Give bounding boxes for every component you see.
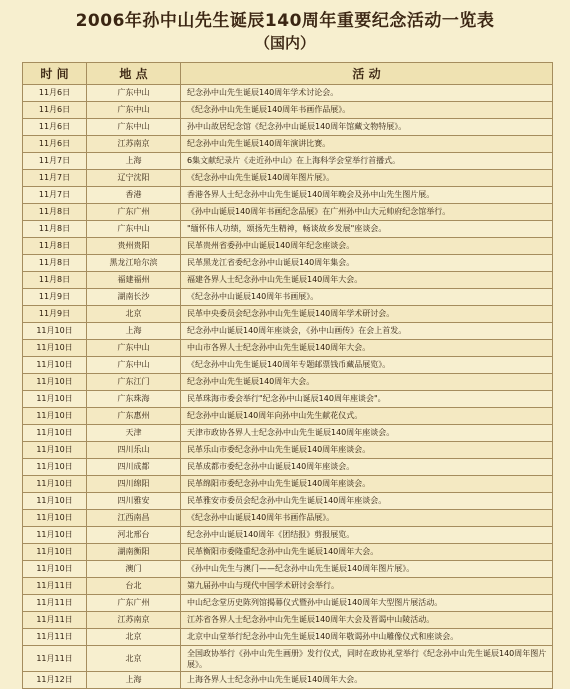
cell-place: 湖南长沙 [87, 289, 181, 306]
cell-place: 台北 [87, 578, 181, 595]
table-row [23, 255, 553, 272]
table-row [23, 476, 553, 493]
cell-activity: 《孙中山诞辰140周年书画纪念品展》在广州孙中山大元帅府纪念馆举行。 [181, 204, 553, 221]
cell-date: 11月10日 [23, 425, 87, 442]
cell-activity: 《纪念孙中山诞辰140周年书画作品展》。 [181, 510, 553, 527]
table-row [23, 646, 553, 672]
table-header-row [23, 63, 553, 85]
cell-place: 广东广州 [87, 204, 181, 221]
table-row [23, 119, 553, 136]
table-row [23, 578, 553, 595]
cell-place: 福建福州 [87, 272, 181, 289]
table-row [23, 374, 553, 391]
cell-date: 11月10日 [23, 374, 87, 391]
cell-activity: "缅怀伟人功绩，颂扬先生精神，畅谈故乡发展"座谈会。 [181, 221, 553, 238]
cell-activity: 民革雅安市委员会纪念孙中山先生诞辰140周年座谈会。 [181, 493, 553, 510]
table-row [23, 357, 553, 374]
cell-date: 11月8日 [23, 221, 87, 238]
table-row [23, 459, 553, 476]
cell-place: 四川乐山 [87, 442, 181, 459]
cell-activity: 民革成都市委纪念孙中山诞辰140周年座谈会。 [181, 459, 553, 476]
table-row [23, 595, 553, 612]
cell-date: 11月8日 [23, 272, 87, 289]
cell-activity: 民革绵阳市委纪念孙中山先生诞辰140周年座谈会。 [181, 476, 553, 493]
cell-date: 11月6日 [23, 119, 87, 136]
cell-date: 11月6日 [23, 85, 87, 102]
cell-date: 11月11日 [23, 629, 87, 646]
table-row [23, 493, 553, 510]
table-row [23, 527, 553, 544]
cell-date: 11月10日 [23, 357, 87, 374]
cell-date: 11月11日 [23, 646, 87, 672]
cell-date: 11月11日 [23, 612, 87, 629]
cell-date: 11月9日 [23, 289, 87, 306]
cell-activity: 福建各界人士纪念孙中山先生诞辰140周年大会。 [181, 272, 553, 289]
cell-activity: 民革乐山市委纪念孙中山先生诞辰140周年座谈会。 [181, 442, 553, 459]
cell-place: 北京 [87, 646, 181, 672]
cell-place: 香港 [87, 187, 181, 204]
cell-activity: 纪念孙中山先生诞辰140周年学术讨论会。 [181, 85, 553, 102]
cell-activity: 《纪念孙中山先生诞辰140周年专题邮票钱币藏品展览》。 [181, 357, 553, 374]
table-row [23, 102, 553, 119]
cell-date: 11月10日 [23, 442, 87, 459]
cell-place: 天津 [87, 425, 181, 442]
cell-activity: 江苏省各界人士纪念孙中山先生诞辰140周年大会及晋谒中山陵活动。 [181, 612, 553, 629]
cell-activity: 民革珠海市委会举行"纪念孙中山诞辰140周年座谈会"。 [181, 391, 553, 408]
table-row [23, 136, 553, 153]
header-time: 时 间 [23, 63, 87, 85]
page-title: 2006年孙中山先生诞辰140周年重要纪念活动一览表 [75, 11, 495, 31]
cell-date: 11月10日 [23, 391, 87, 408]
cell-activity: 中山市各界人士纪念孙中山先生诞辰140周年大会。 [181, 340, 553, 357]
cell-place: 广东惠州 [87, 408, 181, 425]
table-row [23, 510, 553, 527]
cell-place: 四川绵阳 [87, 476, 181, 493]
cell-activity: 《纪念孙中山诞辰140周年书画展》。 [181, 289, 553, 306]
cell-place: 广东广州 [87, 595, 181, 612]
cell-date: 11月10日 [23, 459, 87, 476]
cell-activity: 纪念孙中山先生诞辰140周年演讲比赛。 [181, 136, 553, 153]
table-row [23, 221, 553, 238]
cell-date: 11月12日 [23, 672, 87, 689]
table-row [23, 442, 553, 459]
cell-activity: 香港各界人士纪念孙中山先生诞辰140周年晚会及孙中山先生图片展。 [181, 187, 553, 204]
cell-date: 11月7日 [23, 153, 87, 170]
cell-date: 11月8日 [23, 204, 87, 221]
table-row [23, 153, 553, 170]
cell-activity: 纪念孙中山诞辰140周年座谈会，《孙中山画传》在会上首发。 [181, 323, 553, 340]
cell-date: 11月10日 [23, 510, 87, 527]
table-row [23, 187, 553, 204]
cell-activity: 孙中山故居纪念馆《纪念孙中山诞辰140周年馆藏文物特展》。 [181, 119, 553, 136]
cell-place: 四川雅安 [87, 493, 181, 510]
header-activity: 活 动 [181, 63, 553, 85]
cell-activity: 上海各界人士纪念孙中山先生诞辰140周年大会。 [181, 672, 553, 689]
cell-activity: 纪念孙中山诞辰140周年向孙中山先生献花仪式。 [181, 408, 553, 425]
table-row [23, 85, 553, 102]
table-row [23, 170, 553, 187]
table-row [23, 238, 553, 255]
cell-place: 辽宁沈阳 [87, 170, 181, 187]
cell-date: 11月10日 [23, 323, 87, 340]
cell-place: 广东中山 [87, 357, 181, 374]
cell-place: 上海 [87, 672, 181, 689]
cell-activity: 《纪念孙中山先生诞辰140周年图片展》。 [181, 170, 553, 187]
cell-date: 11月10日 [23, 544, 87, 561]
cell-activity: 民革中央委员会纪念孙中山先生诞辰140周年学术研讨会。 [181, 306, 553, 323]
cell-activity: 全国政协举行《孙中山先生画册》发行仪式，同时在政协礼堂举行《纪念孙中山先生诞辰140周年图片展》。 [181, 646, 553, 672]
cell-date: 11月9日 [23, 306, 87, 323]
cell-place: 四川成都 [87, 459, 181, 476]
events-table [22, 62, 553, 689]
cell-place: 上海 [87, 153, 181, 170]
cell-date: 11月7日 [23, 170, 87, 187]
table-row [23, 408, 553, 425]
table-row [23, 204, 553, 221]
cell-place: 黑龙江哈尔滨 [87, 255, 181, 272]
cell-date: 11月10日 [23, 527, 87, 544]
table-row [23, 323, 553, 340]
table-row [23, 612, 553, 629]
page-subtitle: （国内） [254, 34, 315, 52]
cell-date: 11月11日 [23, 578, 87, 595]
cell-date: 11月10日 [23, 561, 87, 578]
cell-activity: 北京中山堂举行纪念孙中山先生诞辰140周年敬谒孙中山雕像仪式和座谈会。 [181, 629, 553, 646]
cell-activity: 民革衡阳市委隆重纪念孙中山先生诞辰140周年大会。 [181, 544, 553, 561]
table-row [23, 306, 553, 323]
cell-activity: 中山纪念堂历史陈列馆揭幕仪式暨孙中山诞辰140周年大型图片展活动。 [181, 595, 553, 612]
cell-place: 澳门 [87, 561, 181, 578]
cell-activity: 纪念孙中山先生诞辰140周年大会。 [181, 374, 553, 391]
cell-place: 广东江门 [87, 374, 181, 391]
cell-place: 江苏南京 [87, 612, 181, 629]
table-row [23, 340, 553, 357]
table-row [23, 391, 553, 408]
table-row [23, 289, 553, 306]
cell-place: 上海 [87, 323, 181, 340]
cell-date: 11月7日 [23, 187, 87, 204]
cell-activity: 第九届孙中山与现代中国学术研讨会举行。 [181, 578, 553, 595]
cell-date: 11月11日 [23, 595, 87, 612]
cell-activity: 纪念孙中山诞辰140周年《团结报》剪报展览。 [181, 527, 553, 544]
cell-activity: 民革贵州省委孙中山诞辰140周年纪念座谈会。 [181, 238, 553, 255]
cell-date: 11月10日 [23, 340, 87, 357]
table-row [23, 629, 553, 646]
cell-activity: 《孙中山先生与澳门——纪念孙中山先生诞辰140周年图片展》。 [181, 561, 553, 578]
cell-place: 广东中山 [87, 119, 181, 136]
cell-date: 11月10日 [23, 476, 87, 493]
header-place: 地 点 [87, 63, 181, 85]
cell-date: 11月8日 [23, 255, 87, 272]
cell-activity: 天津市政协各界人士纪念孙中山先生诞辰140周年座谈会。 [181, 425, 553, 442]
cell-activity: 6集文献纪录片《走近孙中山》在上海科学会堂举行首播式。 [181, 153, 553, 170]
table-row [23, 544, 553, 561]
cell-activity: 民革黑龙江省委纪念孙中山诞辰140周年集会。 [181, 255, 553, 272]
cell-place: 湖南衡阳 [87, 544, 181, 561]
cell-place: 北京 [87, 306, 181, 323]
cell-place: 广东中山 [87, 340, 181, 357]
table-body [23, 85, 553, 689]
cell-place: 北京 [87, 629, 181, 646]
cell-place: 河北邢台 [87, 527, 181, 544]
table-row [23, 672, 553, 689]
cell-place: 江苏南京 [87, 136, 181, 153]
cell-place: 广东中山 [87, 221, 181, 238]
table-row [23, 272, 553, 289]
cell-place: 广东中山 [87, 85, 181, 102]
cell-date: 11月8日 [23, 238, 87, 255]
cell-date: 11月10日 [23, 493, 87, 510]
cell-place: 广东中山 [87, 102, 181, 119]
table-row [23, 561, 553, 578]
table-row [23, 425, 553, 442]
cell-place: 贵州贵阳 [87, 238, 181, 255]
cell-date: 11月6日 [23, 102, 87, 119]
cell-place: 江西南昌 [87, 510, 181, 527]
cell-activity: 《纪念孙中山先生诞辰140周年书画作品展》。 [181, 102, 553, 119]
cell-place: 广东珠海 [87, 391, 181, 408]
cell-date: 11月6日 [23, 136, 87, 153]
cell-date: 11月10日 [23, 408, 87, 425]
